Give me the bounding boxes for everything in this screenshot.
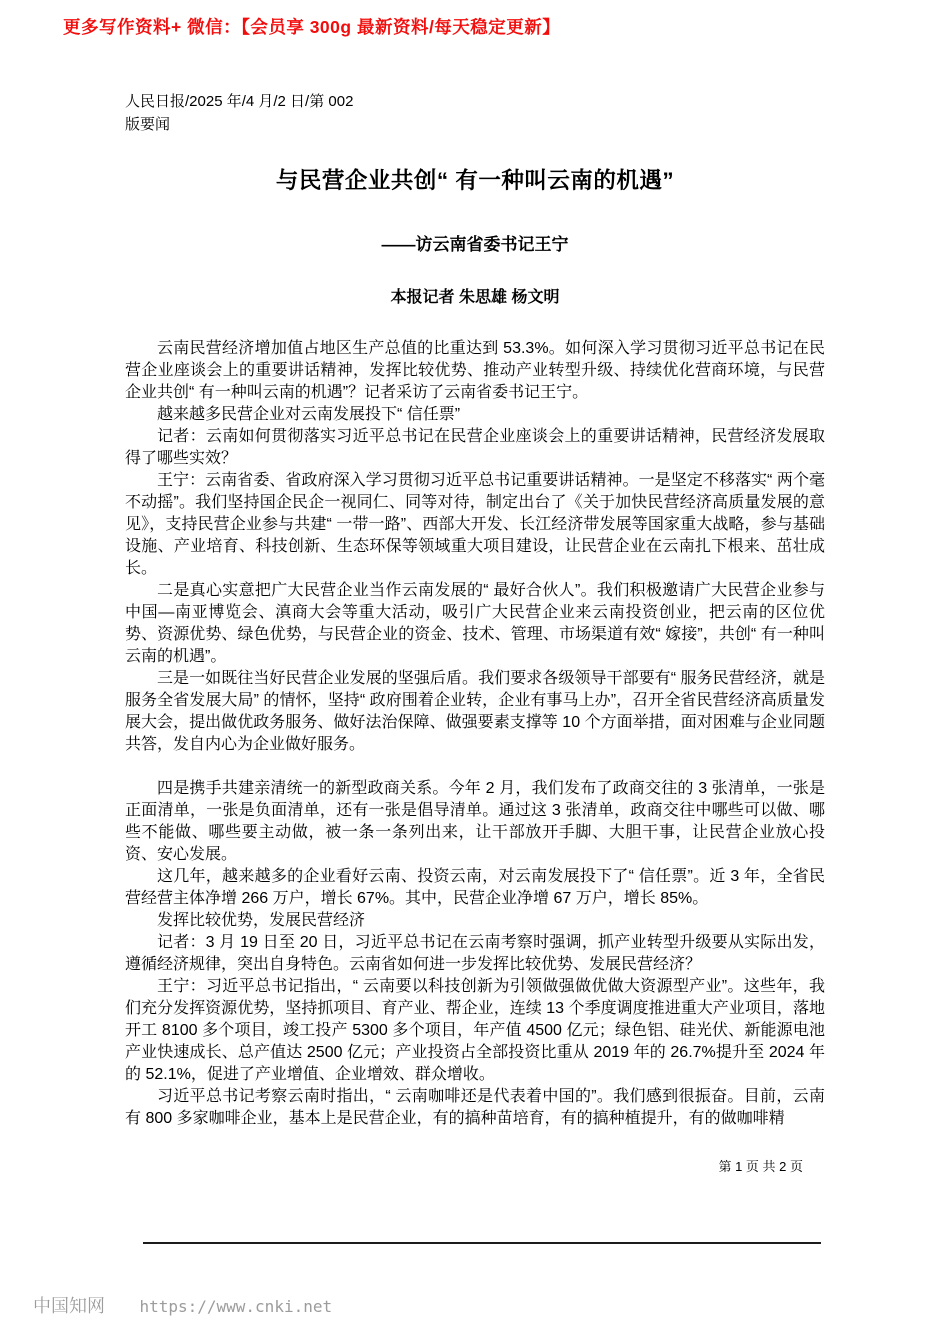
cnki-logo-text: 中国知网 [33,1296,105,1316]
cnki-url[interactable]: https://www.cnki.net [139,1297,333,1316]
article-paragraph: 记者：3 月 19 日至 20 日，习近平总书记在云南考察时强调，抓产业转型升级要从实际出发，遵循经济规律，突出自身特色。云南省如何进一步发挥比较优势、发展民营经济？ [125,934,825,973]
page-indicator: 第 1 页 共 2 页 [718,1159,803,1174]
article-byline: 本报记者 朱思雄 杨文明 [390,289,560,306]
article-paragraph: 三是一如既往当好民营企业发展的坚强后盾。我们要求各级领导干部要有“ 服务民营经济，就是服务全省发展大局” 的情怀，坚持“ 政府围着企业转，企业有事马上办”，召开全省民营经济高质量发展大会，提出做优政务服务、做好法治保障、做强要素支撑等 10 个方面举措，面对困难与企业同题共答，发自内心为企业做好服务。 [125,670,825,753]
article-paragraph: 云南民营经济增加值占地区生产总值的比重达到 53.3%。如何深入学习贯彻习近平总书记在民营企业座谈会上的重要讲话精神，发挥比较优势、推动产业转型升级、持续优化营商环境，与民营企业共创“ 有一种叫云南的机遇”？记者采访了云南省委书记王宁。 [125,340,825,401]
article-paragraph: 四是携手共建亲清统一的新型政商关系。今年 2 月，我们发布了政商交往的 3 张清单，一张是正面清单，一张是负面清单，还有一张是倡导清单。通过这 3 张清单，政商交往中哪些可以做、哪些不能做、哪些要主动做，被一条一条列出来，让干部放开手脚、大胆干事，让民营企业放心投资、安心发展。 [125,780,825,863]
footer-divider [143,1242,821,1244]
promo-banner: 更多写作资料+ 微信：【会员享 300g 最新资料/每天稳定更新】 [63,17,561,37]
article-paragraph: 越来越多民营企业对云南发展投下“ 信任票” [157,406,461,423]
article-subtitle: ——访云南省委书记王宁 [381,235,569,254]
source-meta-line1: 人民日报/2025 年/4 月/2 日/第 002 [125,93,354,110]
article-paragraph: 记者：云南如何贯彻落实习近平总书记在民营企业座谈会上的重要讲话精神，民营经济发展取得了哪些实效？ [125,428,825,467]
article-content [125,90,825,1175]
paragraph-spacer [125,756,825,778]
article-paragraph: 二是真心实意把广大民营企业当作云南发展的“ 最好合伙人”。我们积极邀请广大民营企业参与中国—南亚博览会、滇商大会等重大活动，吸引广大民营企业来云南投资创业，把云南的区位优势、资源优势、绿色优势，与民营企业的资金、技术、管理、市场渠道有效“ 嫁接”，共创“ 有一种叫云南的机遇”。 [125,582,825,665]
article-paragraph: 习近平总书记考察云南时指出，“ 云南咖啡还是代表着中国的”。我们感到很振奋。目前，云南有 800 多家咖啡企业，基本上是民营企业，有的搞种苗培育，有的搞种植提升，有的做咖啡精 [125,1088,825,1127]
article-title: 与民营企业共创“ 有一种叫云南的机遇” [275,168,675,193]
source-meta [125,90,825,136]
article-paragraph: 这几年，越来越多的企业看好云南、投资云南，对云南发展投下了“ 信任票”。近 3 年，全省民营经营主体净增 266 万户，增长 67%。其中，民营企业净增 67 万户，增长 85%。 [125,868,825,907]
source-meta-line2: 版要闻 [125,116,171,133]
article-body [125,338,825,1130]
article-paragraph: 发挥比较优势，发展民营经济 [157,912,366,929]
cnki-watermark [33,1292,332,1318]
article-paragraph: 王宁：习近平总书记指出，“ 云南要以科技创新为引领做强做优做大资源型产业”。这些年，我们充分发挥资源优势，坚持抓项目、育产业、帮企业，连续 13 个季度调度推进重大产业项目，落地开工 8100 多个项目，竣工投产 5300 多个项目，年产值 4500 亿元；绿色铝、硅光伏、新能源电池产业快速成长、总产值达 2500 亿元；产业投资占全部投资比重从 2019 年的 26.7%提升至 2024 年的 52.1%，促进了产业增值、企业增效、群众增收。 [125,978,825,1083]
article-paragraph: 王宁：云南省委、省政府深入学习贯彻习近平总书记重要讲话精神。一是坚定不移落实“ 两个毫不动摇”。我们坚持国企民企一视同仁、同等对待，制定出台了《关于加快民营经济高质量发展的意见》，支持民营企业参与共建“ 一带一路”、西部大开发、长江经济带发展等国家重大战略，参与基础设施、产业培育、科技创新、生态环保等领域重大项目建设，让民营企业在云南扎下根来、茁壮成长。 [125,472,825,577]
